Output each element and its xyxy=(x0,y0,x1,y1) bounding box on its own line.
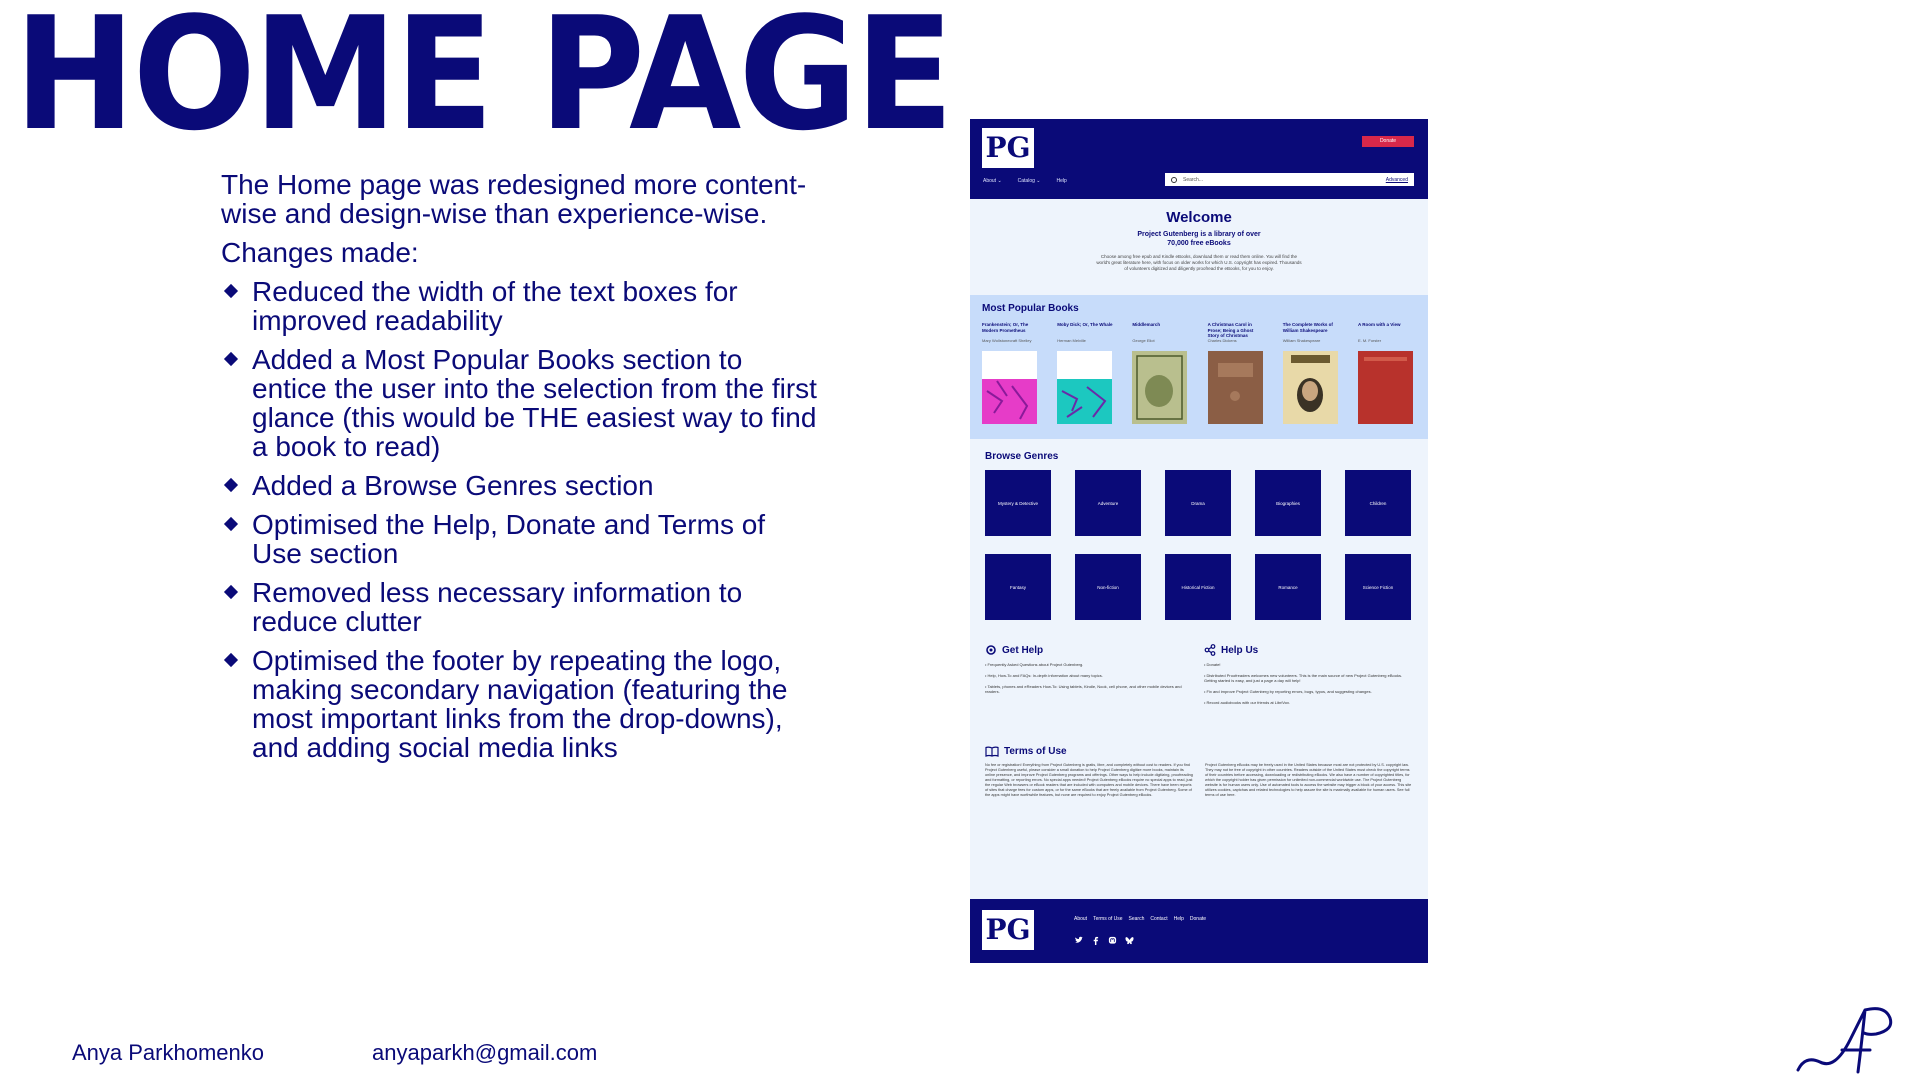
help-section xyxy=(970,620,1428,740)
book-cover xyxy=(1057,351,1112,424)
description xyxy=(221,170,821,772)
footer-link-donate[interactable]: Donate xyxy=(1189,916,1207,922)
genre-non-fiction[interactable]: Non-fiction xyxy=(1075,554,1141,620)
social-links xyxy=(1074,936,1134,945)
terms-left-text: No fee or registration! Everything from Project Gutenberg is gratis, libre, and completely without cost to readers. If you find Project Gutenberg useful, please consider a small donation to help Project Gutenberg digitize more books, maintain its online presence, and improve Project Gutenberg programs and offerings. Other ways to help include digitizing, proofreading and formatting, or reporting errors. No special apps needed! Project Gutenberg eBooks require no special apps to read, just the regular Web browsers or eBook readers that are included with computers and mobile devices. There have been reports of sites that charge fees for custom apps, or for the same eBooks that are freely available from Project Gutenberg. Some of the apps might have worthwhile features, but none are required to enjoy Project Gutenberg eBooks. xyxy=(985,763,1193,797)
get-help-link[interactable]: • Help, How-To and FAQs: In-depth information about many topics. xyxy=(985,673,1194,678)
book-card[interactable]: Frankenstein; Or, The Modern Prometheus Mary Wollstonecraft Shelley xyxy=(982,322,1040,429)
genre-historical-fiction[interactable]: Historical Fiction xyxy=(1165,554,1231,620)
book-cover xyxy=(1208,351,1263,424)
book-card[interactable]: A Christmas Carol in Prose; Being a Ghost Story of Christmas Charles Dickens xyxy=(1208,322,1266,429)
donate-button[interactable]: Donate xyxy=(1362,136,1414,147)
genre-adventure[interactable]: Adventure xyxy=(1075,470,1141,536)
book-cover xyxy=(982,351,1037,424)
help-us-column xyxy=(1204,644,1413,740)
genre-drama[interactable]: Drama xyxy=(1165,470,1231,536)
get-help-link[interactable]: • Tablets, phones and eReaders How-To: Using tablets, Kindle, Nook, cell phone, and other mobile devices and readers. xyxy=(985,684,1194,694)
bullet-icon xyxy=(224,653,238,667)
twitter-icon[interactable] xyxy=(1074,936,1083,945)
browse-genres-title: Browse Genres xyxy=(985,451,1059,462)
book-cover xyxy=(1283,351,1338,424)
genre-children[interactable]: Children xyxy=(1345,470,1411,536)
browse-genres-section xyxy=(970,439,1428,620)
book-list xyxy=(982,322,1416,429)
get-help-list xyxy=(985,662,1194,694)
genre-grid xyxy=(985,470,1413,620)
slide-title: HOME PAGE xyxy=(14,0,952,165)
terms-right-text: Project Gutenberg eBooks may be freely used in the United States because most are not protected by U.S. copyright law. They may not be free of copyright in other countries. Readers outside of the United States must check the copyright terms of their countries before accessing, downloading or redistributing eBooks. We also have a number of copyrighted titles, for which the copyright holder has given permission for unlimited non-commercial worldwide use. The Project Gutenberg website is for human users only. Use of automated tools to access the website may trigger a block of your access. This site utilizes cookies, captchas and related technologies to help assure the site is maximally available for human users. See full terms of use here. xyxy=(1205,763,1412,797)
footer-link-search[interactable]: Search xyxy=(1128,916,1145,922)
advanced-search-link[interactable]: Advanced xyxy=(1385,176,1408,183)
help-us-link[interactable]: • Record audiobooks with our friends at LibriVox. xyxy=(1204,700,1413,705)
list-item: Reduced the width of the text boxes for improved readability xyxy=(221,277,821,335)
footer-link-contact[interactable]: Contact xyxy=(1150,916,1168,922)
bullet-icon xyxy=(224,352,238,366)
genre-mystery[interactable]: Mystery & Detective xyxy=(985,470,1051,536)
bullet-icon xyxy=(224,478,238,492)
nav-catalog[interactable]: Catalog ⌄ xyxy=(1017,178,1041,184)
book-cover xyxy=(1358,351,1413,424)
help-us-title: Help Us xyxy=(1221,644,1259,656)
help-us-link[interactable]: • Donate! xyxy=(1204,662,1413,667)
nav-help[interactable]: Help xyxy=(1056,178,1067,184)
book-cover xyxy=(1132,351,1187,424)
search-input[interactable]: Search... Advanced xyxy=(1165,173,1414,186)
list-item: Optimised the Help, Donate and Terms of Use section xyxy=(221,510,821,568)
book-card[interactable]: A Room with a View E. M. Forster xyxy=(1358,322,1416,429)
bullet-icon xyxy=(224,517,238,531)
list-item: Removed less necessary information to reduce clutter xyxy=(221,578,821,636)
book-open-icon xyxy=(985,746,999,757)
help-us-link[interactable]: • Fix and improve Project Gutenberg by reporting errors, bugs, typos, and suggesting changes. xyxy=(1204,689,1413,694)
bullet-icon xyxy=(224,284,238,298)
genre-romance[interactable]: Romance xyxy=(1255,554,1321,620)
mockup-footer xyxy=(970,899,1428,963)
bullet-icon xyxy=(224,585,238,599)
intro-text: The Home page was redesigned more content-wise and design-wise than experience-wise. xyxy=(221,169,807,229)
footer-pg-logo[interactable]: PG xyxy=(982,910,1034,950)
monogram-logo xyxy=(1790,1000,1910,1080)
help-us-list xyxy=(1204,662,1413,705)
mastodon-icon[interactable] xyxy=(1108,936,1117,945)
homepage-mockup xyxy=(970,119,1428,963)
share-icon xyxy=(1204,644,1216,656)
list-item: Optimised the footer by repeating the logo, making secondary navigation (featuring the most important links from the drop-downs), and adding social media links xyxy=(221,646,821,762)
gear-icon xyxy=(985,644,997,656)
nav-about[interactable]: About ⌄ xyxy=(983,178,1002,184)
terms-section xyxy=(970,740,1428,876)
popular-books-title: Most Popular Books xyxy=(982,303,1079,314)
bluesky-icon[interactable] xyxy=(1125,936,1134,945)
pg-logo[interactable]: PG xyxy=(982,128,1034,168)
changes-list xyxy=(221,277,821,762)
mockup-header xyxy=(970,119,1428,199)
changes-label: Changes made: xyxy=(221,237,419,268)
genre-fantasy[interactable]: Fantasy xyxy=(985,554,1051,620)
welcome-tagline: Project Gutenberg is a library of over 70,000 free eBooks xyxy=(1137,231,1261,247)
popular-books-section xyxy=(970,295,1428,439)
search-icon xyxy=(1171,177,1177,183)
get-help-column xyxy=(985,644,1194,740)
footer-link-help[interactable]: Help xyxy=(1173,916,1184,922)
book-card[interactable]: Middlemarch George Eliot xyxy=(1132,322,1190,429)
help-us-link[interactable]: • Distributed Proofreaders welcomes new volunteers. This is the main source of new Project Gutenberg eBooks. Getting started is easy, and just a page a day will help! xyxy=(1204,673,1413,683)
genre-science-fiction[interactable]: Science Fiction xyxy=(1345,554,1411,620)
book-card[interactable]: The Complete Works of William Shakespeare William Shakespeare xyxy=(1283,322,1341,429)
welcome-section xyxy=(970,199,1428,295)
facebook-icon[interactable] xyxy=(1091,936,1100,945)
author-name: Anya Parkhomenko xyxy=(72,1040,264,1065)
main-nav xyxy=(983,178,1067,184)
author-email[interactable]: anyaparkh@gmail.com xyxy=(372,1040,598,1065)
footer-link-terms[interactable]: Terms of Use xyxy=(1093,916,1123,922)
footer-nav xyxy=(1074,916,1206,922)
list-item: Added a Most Popular Books section to entice the user into the selection from the first glance (this would be THE easiest way to find a book to read) xyxy=(221,345,821,461)
get-help-link[interactable]: • Frequently Asked Questions about Project Gutenberg. xyxy=(985,662,1194,667)
genre-biographies[interactable]: Biographies xyxy=(1255,470,1321,536)
welcome-text: Choose among free epub and Kindle eBooks, download them or read them online. You will find the world's great literature here, with focus on older works for which U.S. copyright has expired. Thousands of volunteers digitized and diligently proofread the eBooks, for you to enjoy. xyxy=(1096,254,1302,271)
footer-link-about[interactable]: About xyxy=(1074,916,1088,922)
get-help-title: Get Help xyxy=(1002,644,1044,656)
list-item: Added a Browse Genres section xyxy=(221,471,821,500)
book-card[interactable]: Moby Dick; Or, The Whale Herman Melville xyxy=(1057,322,1115,429)
terms-title: Terms of Use xyxy=(1004,746,1067,757)
welcome-title: Welcome xyxy=(1166,209,1232,226)
